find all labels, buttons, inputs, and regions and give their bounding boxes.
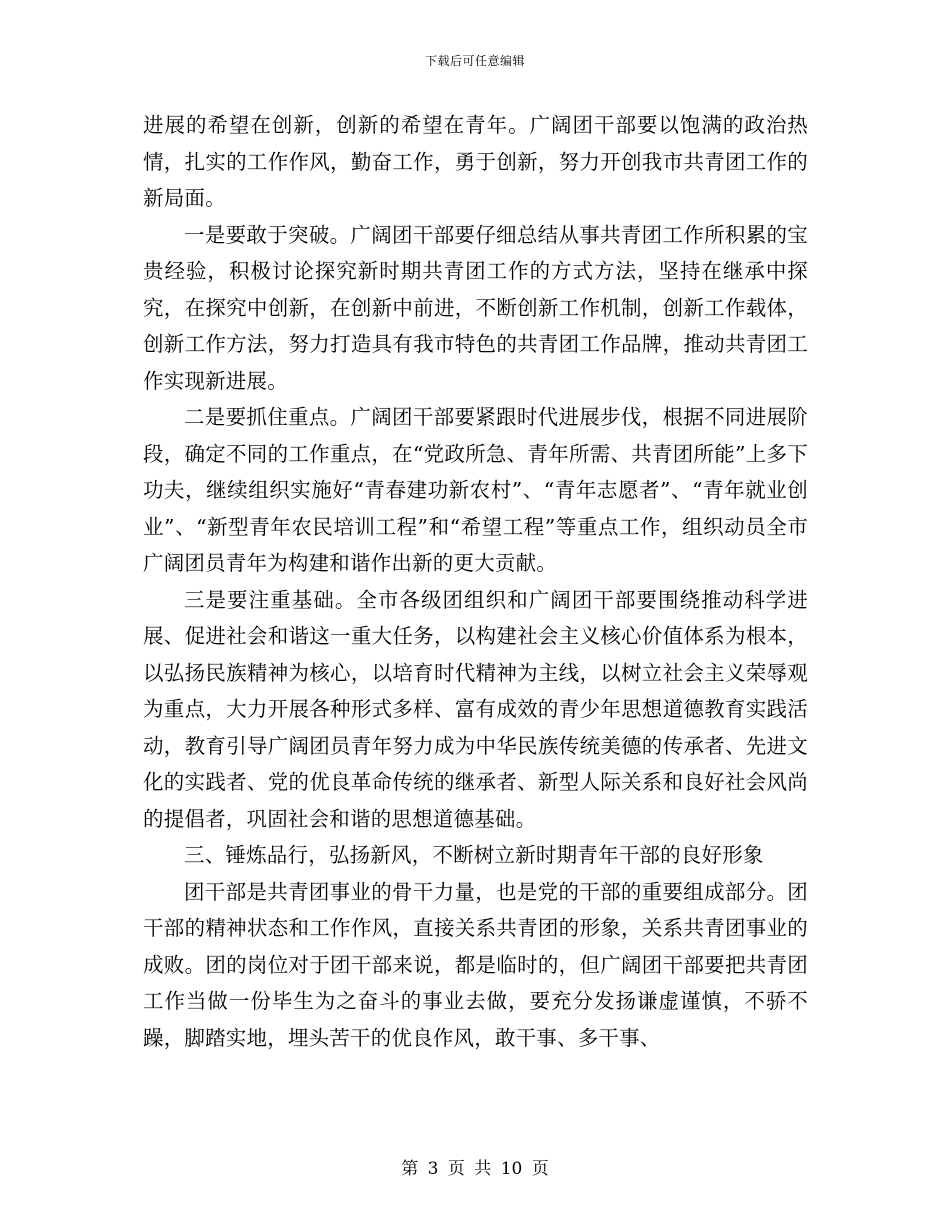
page-number: 第 3 页 共 10 页: [401, 1159, 549, 1179]
section-heading-three: 三、锤炼品行，弘扬新风，不断树立新时期青年干部的良好形象: [184, 843, 764, 867]
paragraph-point-three: 三是要注重基础。全市各级团组织和广阔团干部要围绕推动科学进展、促进社会和谐这一重大任务，以构建社会主义核心价值体系为根本，以弘扬民族精神为核心，以培育时代精神为主线，以树立社会主义荣辱观为重点，大力开展各种形式多样、富有成效的青少年思想道德教育实践活动，教育引导广阔团员青年努力成为中华民族传统美德的传承者、先进文化的实践者、党的优良革命传统的继承者、新型人际关系和良好社会风尚的提倡者，巩固社会和谐的思想道德基础。: [143, 587, 808, 831]
paragraph-continuation: 进展的希望在创新，创新的希望在青年。广阔团干部要以饱满的政治热情，扎实的工作作风，勤奋工作，勇于创新，努力开创我市共青团工作的新局面。: [143, 113, 808, 210]
paragraph-cadre-role: 团干部是共青团事业的骨干力量，也是党的干部的重要组成部分。团干部的精神状态和工作作风，直接关系共青团的形象，关系共青团事业的成败。团的岗位对于团干部来说，都是临时的，但广阔团干部要把共青团工作当做一份毕生为之奋斗的事业去做，要充分发扬谦虚谨慎，不骄不躁，脚踏实地，埋头苦干的优良作风，敢干事、多干事、: [143, 879, 808, 1050]
document-body: [143, 107, 808, 1056]
paragraph-point-two: 二是要抓住重点。广阔团干部要紧跟时代进展步伐，根据不同进展阶段，确定不同的工作重点，在“党政所急、青年所需、共青团所能”上多下功夫，继续组织实施好“青春建功新农村”、“青年志愿者”、“青年就业创业”、“新型青年农民培训工程”和“希望工程”等重点工作，组织动员全市广阔团员青年为构建和谐作出新的更大贡献。: [143, 405, 808, 575]
paragraph-point-one: 一是要敢于突破。广阔团干部要仔细总结从事共青团工作所积累的宝贵经验，积极讨论探究新时期共青团工作的方式方法，坚持在继承中探究，在探究中创新，在创新中前进，不断创新工作机制，创新工作载体，创新工作方法，努力打造具有我市特色的共青团工作品牌，推动共青团工作实现新进展。: [143, 222, 808, 393]
download-note: 下载后可任意编辑: [424, 54, 525, 68]
